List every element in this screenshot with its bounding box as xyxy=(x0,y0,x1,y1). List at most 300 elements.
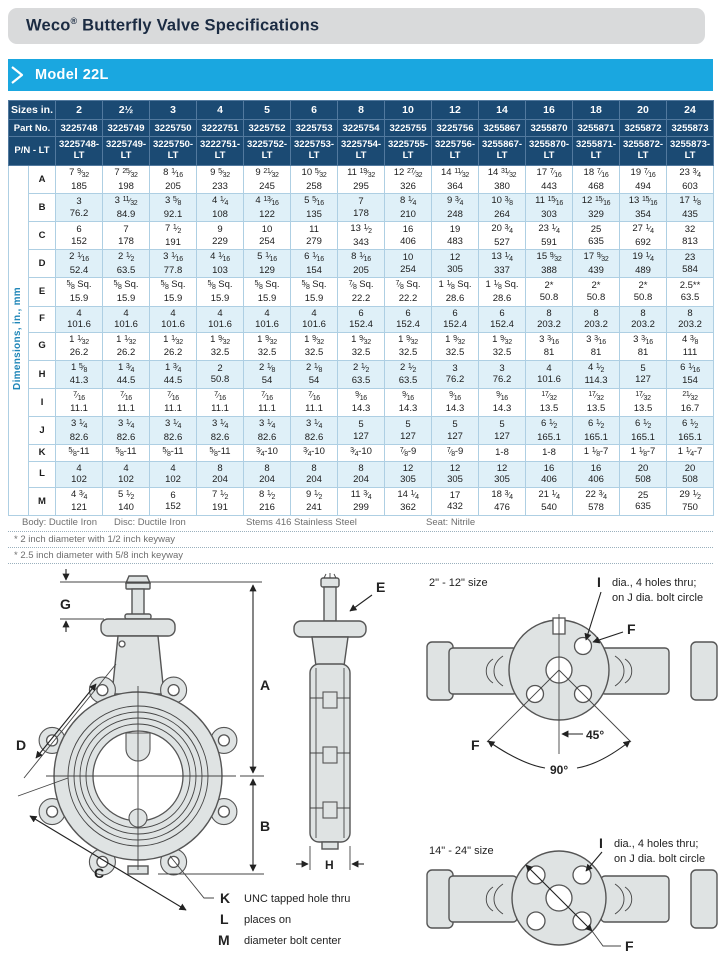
part-number: 3225755 xyxy=(385,120,432,137)
spec-cell: 2 $^1⁄_8$ 54 xyxy=(291,360,338,388)
part-number-lt: 3255872- LT xyxy=(620,137,667,166)
part-number-lt: 3225750- LT xyxy=(150,137,197,166)
spec-cell: 12 305 xyxy=(432,250,479,278)
small-hole-note-2: on J dia. bolt circle xyxy=(612,592,704,604)
spec-cell: 19 $^1⁄_4$ 489 xyxy=(620,250,667,278)
spec-cell: 12 305 xyxy=(385,461,432,487)
material-body: Body: Ductile Iron xyxy=(22,517,97,528)
spec-cell: 11 $^{15}⁄_{16}$ 303 xyxy=(526,194,573,222)
spec-cell: 4 101.6 xyxy=(526,360,573,388)
spec-cell: 2* 50.8 xyxy=(573,278,620,306)
size-column-header: 10 xyxy=(385,101,432,120)
spec-cell: 6 $^1⁄_2$ 165.1 xyxy=(667,417,714,445)
spec-cell: 25 635 xyxy=(573,222,620,250)
spec-cell: 1 $^1⁄_8$ Sq. 28.6 xyxy=(432,278,479,306)
spec-cell: 2* 50.8 xyxy=(526,278,573,306)
footnote-1: * 2 inch diameter with 1/2 inch keyway xyxy=(8,531,713,547)
spec-table-container xyxy=(8,100,713,516)
spec-cell: 3 $^3⁄_{16}$ 81 xyxy=(526,332,573,360)
spec-cell: 8 203.2 xyxy=(526,306,573,332)
spec-cell: 6 $^1⁄_{16}$ 154 xyxy=(667,360,714,388)
spec-cell: 6 $^1⁄_2$ 165.1 xyxy=(573,417,620,445)
part-number: 3222751 xyxy=(197,120,244,137)
spec-cell: 3 $^1⁄_4$ 82.6 xyxy=(56,417,103,445)
part-number: 3255872 xyxy=(620,120,667,137)
spec-cell: 5 127 xyxy=(432,417,479,445)
spec-cell: 13 $^1⁄_4$ 337 xyxy=(479,250,526,278)
spec-cell: 7 178 xyxy=(338,194,385,222)
spec-cell: 6 152.4 xyxy=(479,306,526,332)
spec-cell: 1 $^1⁄_4-7$ xyxy=(667,445,714,462)
spec-cell: $^7⁄_{16}$ 11.1 xyxy=(197,388,244,416)
part-number: 3225754 xyxy=(338,120,385,137)
row-letter: L xyxy=(29,461,56,487)
dimension-row-J xyxy=(9,417,714,445)
spec-cell: 4 101.6 xyxy=(291,306,338,332)
spec-cell: $^7⁄_{16}$ 11.1 xyxy=(244,388,291,416)
spec-cell: $^5⁄_8-11$ xyxy=(103,445,150,462)
part-number-lt: 3255871- LT xyxy=(573,137,620,166)
size-column-header: 4 xyxy=(197,101,244,120)
small-hole-note-1: dia., 4 holes thru; xyxy=(612,577,697,589)
spec-cell: 13 $^1⁄_2$ 343 xyxy=(338,222,385,250)
spec-cell: 22 $^3⁄_4$ 578 xyxy=(573,487,620,515)
spec-cell: 1 $^9⁄_{32}$ 32.5 xyxy=(385,332,432,360)
spec-cell: 8 204 xyxy=(291,461,338,487)
row-letter: B xyxy=(29,194,56,222)
spec-cell: $^7⁄_{16}$ 11.1 xyxy=(291,388,338,416)
size-column-header: 8 xyxy=(338,101,385,120)
spec-cell: 6 152 xyxy=(56,222,103,250)
part-number: 3225753 xyxy=(291,120,338,137)
spec-cell: 3 76.2 xyxy=(56,194,103,222)
spec-cell: 7 $^9⁄_{32}$ 185 xyxy=(56,166,103,194)
dim-label-G: G xyxy=(60,596,71,612)
size-column-header: 2 xyxy=(56,101,103,120)
spec-cell: $^{17}⁄_{32}$ 13.5 xyxy=(573,388,620,416)
row-letter: E xyxy=(29,278,56,306)
spec-cell: 4 $^1⁄_2$ 114.3 xyxy=(573,360,620,388)
spec-cell: 9 $^{21}⁄_{32}$ 245 xyxy=(244,166,291,194)
size-column-header: 6 xyxy=(291,101,338,120)
front-view-drawing xyxy=(16,569,270,910)
spec-cell: 1 $^1⁄_{32}$ 26.2 xyxy=(103,332,150,360)
dim-label-E: E xyxy=(376,579,386,595)
spec-cell: 18 $^3⁄_4$ 476 xyxy=(479,487,526,515)
spec-cell: 11 $^{19}⁄_{32}$ 295 xyxy=(338,166,385,194)
dimension-row-E xyxy=(9,278,714,306)
part-number-lt: 3222751- LT xyxy=(197,137,244,166)
row-letter: G xyxy=(29,332,56,360)
spec-cell: 12 305 xyxy=(432,461,479,487)
spec-cell: 1 $^1⁄_8-7$ xyxy=(620,445,667,462)
spec-cell: 4 101.6 xyxy=(244,306,291,332)
spec-cell: 5 127 xyxy=(338,417,385,445)
part-number: 3255870 xyxy=(526,120,573,137)
spec-cell: 2 $^1⁄_8$ 54 xyxy=(244,360,291,388)
spec-cell: 1 $^9⁄_{32}$ 32.5 xyxy=(244,332,291,360)
spec-cell: 6 152.4 xyxy=(385,306,432,332)
spec-cell: 3 76.2 xyxy=(432,360,479,388)
spec-cell: 6 152.4 xyxy=(338,306,385,332)
spec-cell: 5 $^1⁄_2$ 140 xyxy=(103,487,150,515)
dimension-row-B xyxy=(9,194,714,222)
angle-45-label: 45° xyxy=(586,728,605,742)
spec-cell: 1 $^3⁄_4$ 44.5 xyxy=(103,360,150,388)
spec-cell: 20 $^3⁄_4$ 527 xyxy=(479,222,526,250)
spec-cell: 23 $^1⁄_4$ 591 xyxy=(526,222,573,250)
spec-cell: 1 $^9⁄_{32}$ 32.5 xyxy=(479,332,526,360)
row-letter: C xyxy=(29,222,56,250)
part-number-lt: 3255867- LT xyxy=(479,137,526,166)
spec-cell: 7 $^1⁄_2$ 191 xyxy=(197,487,244,515)
spec-cell: 9 $^1⁄_2$ 241 xyxy=(291,487,338,515)
spec-cell: 17 $^9⁄_{32}$ 439 xyxy=(573,250,620,278)
spec-cell: $^9⁄_{16}$ 14.3 xyxy=(479,388,526,416)
spec-cell: 14 $^{31}⁄_{32}$ 380 xyxy=(479,166,526,194)
spec-cell: $^5⁄_8-11$ xyxy=(197,445,244,462)
row-letter: K xyxy=(29,445,56,462)
spec-cell: $^5⁄_8-11$ xyxy=(150,445,197,462)
spec-cell: 3 $^1⁄_4$ 82.6 xyxy=(103,417,150,445)
spec-cell: 5 127 xyxy=(620,360,667,388)
part-number-lt: 3225748- LT xyxy=(56,137,103,166)
model-header-bar xyxy=(8,59,713,91)
spec-cell: 8 204 xyxy=(244,461,291,487)
spec-cell: 4 $^3⁄_4$ 121 xyxy=(56,487,103,515)
size-column-header: 12 xyxy=(432,101,479,120)
spec-cell: 8 203.2 xyxy=(573,306,620,332)
part-number: 3225748 xyxy=(56,120,103,137)
part-number: 3225756 xyxy=(432,120,479,137)
dimension-row-I xyxy=(9,388,714,416)
size-column-header: 5 xyxy=(244,101,291,120)
spec-cell: 4 $^1⁄_4$ 108 xyxy=(197,194,244,222)
spec-cell: 12 305 xyxy=(479,461,526,487)
row-letter: D xyxy=(29,250,56,278)
spec-cell: 13 $^{15}⁄_{16}$ 354 xyxy=(620,194,667,222)
spec-cell: 8 204 xyxy=(197,461,244,487)
spec-cell: 4 102 xyxy=(56,461,103,487)
spec-cell: 10 $^3⁄_8$ 264 xyxy=(479,194,526,222)
part-number-lt: 3255873- LT xyxy=(667,137,714,166)
footnotes xyxy=(8,531,713,564)
spec-cell: $^9⁄_{16}$ 14.3 xyxy=(338,388,385,416)
row-letter: A xyxy=(29,166,56,194)
part-number-lt: 3225755- LT xyxy=(385,137,432,166)
spec-cell: 20 508 xyxy=(620,461,667,487)
spec-cell: 11 $^3⁄_4$ 299 xyxy=(338,487,385,515)
spec-cell: 17 432 xyxy=(432,487,479,515)
spec-cell: 6 152.4 xyxy=(432,306,479,332)
spec-cell: 4 101.6 xyxy=(56,306,103,332)
spec-cell: 8 $^1⁄_{16}$ 205 xyxy=(338,250,385,278)
dimension-row-D xyxy=(9,250,714,278)
dimension-row-M xyxy=(9,487,714,515)
part-number-lt: 3255870- LT xyxy=(526,137,573,166)
spec-cell: 32 813 xyxy=(667,222,714,250)
spec-cell: 29 $^1⁄_2$ 750 xyxy=(667,487,714,515)
dim-label-A: A xyxy=(260,677,271,693)
spec-cell: $^5⁄_8$ Sq. 15.9 xyxy=(150,278,197,306)
spec-cell: 8 203.2 xyxy=(667,306,714,332)
spec-cell: 15 $^9⁄_{32}$ 388 xyxy=(526,250,573,278)
spec-cell: 10 254 xyxy=(385,250,432,278)
legend-text-K: UNC tapped hole thru xyxy=(244,893,351,905)
dim-label-D: D xyxy=(16,737,27,753)
spec-cell: $^7⁄_{16}$ 11.1 xyxy=(103,388,150,416)
size-column-header: 24 xyxy=(667,101,714,120)
spec-cell: 8 $^1⁄_2$ 216 xyxy=(244,487,291,515)
spec-cell: 2.5** 63.5 xyxy=(667,278,714,306)
spec-cell: 10 254 xyxy=(244,222,291,250)
spec-cell: 1 $^9⁄_{32}$ 32.5 xyxy=(291,332,338,360)
spec-cell: 6 152 xyxy=(150,487,197,515)
dimension-row-L xyxy=(9,461,714,487)
row-letter: M xyxy=(29,487,56,515)
spec-cell: 16 406 xyxy=(573,461,620,487)
material-stems: Stems 416 Stainless Steel xyxy=(246,517,357,528)
spec-cell: 5 127 xyxy=(385,417,432,445)
chevron-right-icon xyxy=(10,65,26,85)
spec-cell: 2 $^1⁄_2$ 63.5 xyxy=(103,250,150,278)
row-letter: H xyxy=(29,360,56,388)
spec-cell: 1-8 xyxy=(526,445,573,462)
part-number: 3255871 xyxy=(573,120,620,137)
part-number: 3255867 xyxy=(479,120,526,137)
spec-cell: $^5⁄_8$ Sq. 15.9 xyxy=(244,278,291,306)
small-hole-note-key: I xyxy=(597,574,601,590)
spec-cell: 8 $^1⁄_{16}$ 205 xyxy=(150,166,197,194)
spec-cell: 6 $^1⁄_2$ 165.1 xyxy=(526,417,573,445)
row-letter: F xyxy=(29,306,56,332)
valve-top-view-diagrams xyxy=(425,568,721,978)
spec-cell: 1 $^3⁄_4$ 44.5 xyxy=(150,360,197,388)
spec-cell: 3 $^1⁄_4$ 82.6 xyxy=(197,417,244,445)
part-number-lt: 3225756- LT xyxy=(432,137,479,166)
spec-cell: 3 $^1⁄_4$ 82.6 xyxy=(244,417,291,445)
small-size-top-view xyxy=(427,574,717,777)
spec-cell: 25 635 xyxy=(620,487,667,515)
spec-cell: 2 $^1⁄_2$ 63.5 xyxy=(385,360,432,388)
spec-cell: $^3⁄_4-10$ xyxy=(291,445,338,462)
spec-cell: 1 $^9⁄_{32}$ 32.5 xyxy=(432,332,479,360)
dimensions-axis-label: Dimensions, in., mm xyxy=(9,166,29,516)
spec-cell: 1 $^9⁄_{32}$ 32.5 xyxy=(338,332,385,360)
size-column-header: 3 xyxy=(150,101,197,120)
spec-cell: $^{17}⁄_{32}$ 13.5 xyxy=(526,388,573,416)
row-letter: I xyxy=(29,388,56,416)
spec-cell: 1 $^1⁄_8-7$ xyxy=(573,445,620,462)
dim-label-B: B xyxy=(260,818,271,834)
spec-cell: 7 178 xyxy=(103,222,150,250)
spec-cell: 4 $^{13}⁄_{16}$ 122 xyxy=(244,194,291,222)
spec-cell: $^7⁄_8$ Sq. 22.2 xyxy=(338,278,385,306)
spec-cell: 3 $^5⁄_8$ 92.1 xyxy=(150,194,197,222)
spec-cell: 6 $^1⁄_2$ 165.1 xyxy=(620,417,667,445)
dim-label-F-bottom: F xyxy=(625,938,634,954)
klm-legend xyxy=(218,890,350,948)
large-hole-note-key: I xyxy=(599,835,603,851)
size-column-header: 14 xyxy=(479,101,526,120)
page-title-bar xyxy=(8,8,705,44)
spec-cell: 4 102 xyxy=(150,461,197,487)
spec-cell: 4 $^1⁄_{16}$ 103 xyxy=(197,250,244,278)
spec-cell: 9 $^5⁄_{32}$ 233 xyxy=(197,166,244,194)
material-disc: Disc: Ductile Iron xyxy=(114,517,186,528)
spec-cell: 7 $^1⁄_2$ 191 xyxy=(150,222,197,250)
spec-cell: 5 127 xyxy=(479,417,526,445)
small-size-title: 2" - 12" size xyxy=(429,577,488,589)
side-view-drawing xyxy=(294,573,385,872)
spec-cell: $^9⁄_{16}$ 14.3 xyxy=(385,388,432,416)
spec-cell: 4 101.6 xyxy=(197,306,244,332)
page-title: Weco® Butterfly Valve Specifications xyxy=(26,16,320,35)
spec-cell: 5 $^1⁄_{16}$ 129 xyxy=(244,250,291,278)
large-size-top-view xyxy=(427,835,717,954)
spec-cell: 14 $^1⁄_4$ 362 xyxy=(385,487,432,515)
spec-cell: 23 $^3⁄_4$ 603 xyxy=(667,166,714,194)
spec-cell: 16 406 xyxy=(526,461,573,487)
dimension-row-G xyxy=(9,332,714,360)
dimension-row-F xyxy=(9,306,714,332)
dimension-row-H xyxy=(9,360,714,388)
spec-table xyxy=(8,100,714,516)
footnote-2: * 2.5 inch diameter with 5/8 inch keyway xyxy=(8,547,713,564)
spec-cell: 4 102 xyxy=(103,461,150,487)
spec-cell: 9 229 xyxy=(197,222,244,250)
large-size-title: 14" - 24" size xyxy=(429,845,494,857)
spec-cell: 3 $^1⁄_4$ 82.6 xyxy=(291,417,338,445)
spec-cell: 3 $^{11}⁄_{32}$ 84.9 xyxy=(103,194,150,222)
part-number-lt: 3225754- LT xyxy=(338,137,385,166)
spec-cell: 1 $^1⁄_8$ Sq. 28.6 xyxy=(479,278,526,306)
spec-cell: 21 $^1⁄_4$ 540 xyxy=(526,487,573,515)
dimension-row-K xyxy=(9,445,714,462)
part-number-lt: 3225752- LT xyxy=(244,137,291,166)
spec-cell: 19 $^7⁄_{16}$ 494 xyxy=(620,166,667,194)
spec-cell: 4 $^3⁄_8$ 111 xyxy=(667,332,714,360)
material-seat: Seat: Nitrile xyxy=(426,517,476,528)
spec-cell: $^5⁄_8-11$ xyxy=(56,445,103,462)
dim-label-H: H xyxy=(325,858,334,872)
spec-cell: 19 483 xyxy=(432,222,479,250)
dimension-row-A xyxy=(9,166,714,194)
spec-cell: 3 76.2 xyxy=(479,360,526,388)
spec-cell: 6 $^1⁄_{16}$ 154 xyxy=(291,250,338,278)
part-number: 3225750 xyxy=(150,120,197,137)
spec-cell: 3 $^1⁄_{16}$ 77.8 xyxy=(150,250,197,278)
legend-text-L: places on xyxy=(244,914,292,926)
spec-cell: 12 $^{15}⁄_{16}$ 329 xyxy=(573,194,620,222)
spec-cell: 23 584 xyxy=(667,250,714,278)
valve-front-side-diagram xyxy=(8,568,428,978)
legend-key-M: M xyxy=(218,932,230,948)
spec-cell: 1 $^1⁄_{32}$ 26.2 xyxy=(56,332,103,360)
large-hole-note-2: on J dia. bolt circle xyxy=(614,853,706,865)
spec-cell: $^7⁄_{16}$ 11.1 xyxy=(150,388,197,416)
spec-cell: $^5⁄_8$ Sq. 15.9 xyxy=(56,278,103,306)
spec-cell: 4 101.6 xyxy=(150,306,197,332)
spec-cell: $^9⁄_{16}$ 14.3 xyxy=(432,388,479,416)
part-number-lt: 3225749- LT xyxy=(103,137,150,166)
spec-cell: 3 $^1⁄_4$ 82.6 xyxy=(150,417,197,445)
legend-text-M: diameter bolt center xyxy=(244,935,342,947)
large-hole-note-1: dia., 4 holes thru; xyxy=(614,838,699,850)
spec-cell: 17 $^7⁄_{16}$ 443 xyxy=(526,166,573,194)
spec-cell: 2 $^1⁄_{16}$ 52.4 xyxy=(56,250,103,278)
part-number: 3225752 xyxy=(244,120,291,137)
spec-cell: 11 279 xyxy=(291,222,338,250)
angle-90-label: 90° xyxy=(550,763,569,777)
size-column-header: 16 xyxy=(526,101,573,120)
part-number: 3255873 xyxy=(667,120,714,137)
spec-cell: $^5⁄_8$ Sq. 15.9 xyxy=(291,278,338,306)
spec-cell: $^5⁄_8$ Sq. 15.9 xyxy=(103,278,150,306)
spec-cell: 3 $^3⁄_{16}$ 81 xyxy=(573,332,620,360)
spec-cell: $^7⁄_8-9$ xyxy=(385,445,432,462)
part-number: 3225749 xyxy=(103,120,150,137)
spec-cell: 1 $^1⁄_{32}$ 26.2 xyxy=(150,332,197,360)
spec-cell: 16 406 xyxy=(385,222,432,250)
spec-cell: 9 $^3⁄_4$ 248 xyxy=(432,194,479,222)
legend-key-L: L xyxy=(220,911,229,927)
spec-cell: 3 $^3⁄_{16}$ 81 xyxy=(620,332,667,360)
row-letter: J xyxy=(29,417,56,445)
sizes-row-label: Sizes in. xyxy=(9,101,56,120)
spec-cell: 2 $^1⁄_2$ 63.5 xyxy=(338,360,385,388)
spec-cell: $^5⁄_8$ Sq. 15.9 xyxy=(197,278,244,306)
spec-cell: 10 $^5⁄_{32}$ 258 xyxy=(291,166,338,194)
spec-cell: $^7⁄_{16}$ 11.1 xyxy=(56,388,103,416)
spec-cell: $^3⁄_4-10$ xyxy=(244,445,291,462)
model-label: Model 22L xyxy=(35,67,109,83)
spec-cell: 12 $^{27}⁄_{32}$ 326 xyxy=(385,166,432,194)
spec-cell: 14 $^{11}⁄_{32}$ 364 xyxy=(432,166,479,194)
size-column-header: 20 xyxy=(620,101,667,120)
spec-cell: 5 $^5⁄_{16}$ 135 xyxy=(291,194,338,222)
legend-key-K: K xyxy=(220,890,231,906)
spec-cell: 4 101.6 xyxy=(103,306,150,332)
dim-label-F-left: F xyxy=(471,737,480,753)
dim-label-C: C xyxy=(94,865,105,881)
dimension-row-C xyxy=(9,222,714,250)
spec-cell: 18 $^7⁄_{16}$ 468 xyxy=(573,166,620,194)
spec-cell: $^3⁄_4-10$ xyxy=(338,445,385,462)
size-column-header: 18 xyxy=(573,101,620,120)
spec-cell: 20 508 xyxy=(667,461,714,487)
spec-cell: 1 $^5⁄_8$ 41.3 xyxy=(56,360,103,388)
spec-cell: 1-8 xyxy=(479,445,526,462)
spec-cell: $^7⁄_8-9$ xyxy=(432,445,479,462)
pn-lt-row-label: P/N - LT xyxy=(9,137,56,166)
spec-cell: 8 204 xyxy=(338,461,385,487)
size-column-header: 2½ xyxy=(103,101,150,120)
part-no-row-label: Part No. xyxy=(9,120,56,137)
spec-cell: 27 $^1⁄_4$ 692 xyxy=(620,222,667,250)
spec-cell: 7 $^{25}⁄_{32}$ 198 xyxy=(103,166,150,194)
spec-cell: 2* 50.8 xyxy=(620,278,667,306)
spec-cell: 2 50.8 xyxy=(197,360,244,388)
part-number-lt: 3225753- LT xyxy=(291,137,338,166)
dim-label-F-top: F xyxy=(627,621,636,637)
spec-cell: $^{21}⁄_{32}$ 16.7 xyxy=(667,388,714,416)
materials-row xyxy=(8,517,713,528)
spec-cell: 1 $^9⁄_{32}$ 32.5 xyxy=(197,332,244,360)
spec-cell: 17 $^1⁄_8$ 435 xyxy=(667,194,714,222)
spec-cell: $^7⁄_8$ Sq. 22.2 xyxy=(385,278,432,306)
spec-cell: $^{17}⁄_{32}$ 13.5 xyxy=(620,388,667,416)
